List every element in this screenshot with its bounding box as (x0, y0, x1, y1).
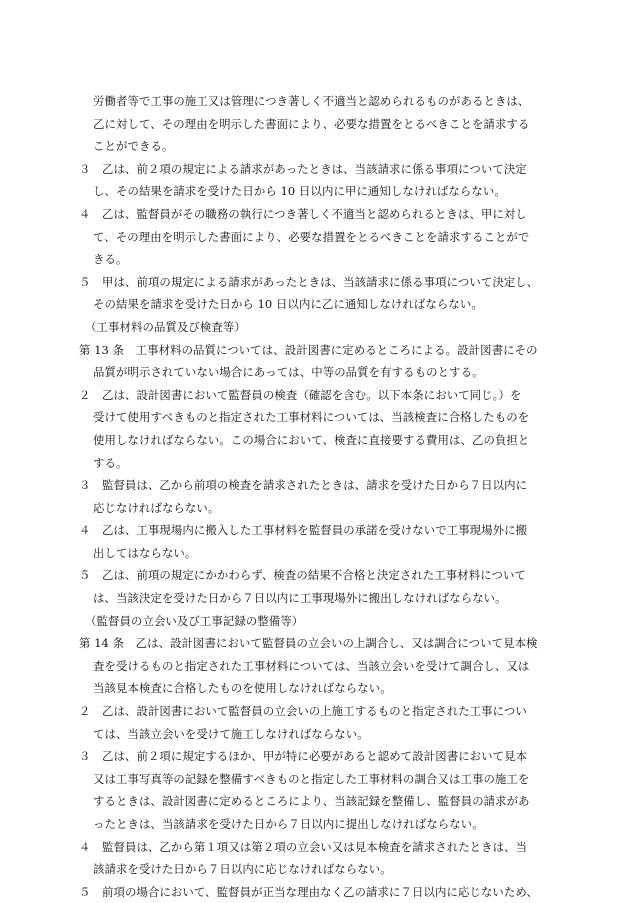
text-line: 第 13 条 工事材料の品質については、設計図書に定めるところによる。設計図書にその (79, 342, 538, 357)
text-line: するときは、設計図書に定めるところにより、当該記録を整備し、監督員の請求があ (93, 794, 530, 809)
text-line: し、その結果を請求を受けた日から 10 日以内に甲に通知しなければならない。 (93, 184, 506, 199)
text-line: て、その理由を明示した書面により、必要な措置をとるべきことを請求することがで (93, 229, 530, 244)
text-line: （工事材料の品質及び検査等） (85, 319, 246, 334)
text-line: 該請求を受けた日から７日以内に応じなければならない。 (93, 862, 392, 877)
text-line: 応じなければならない。 (93, 500, 220, 515)
text-line: 労働者等で工事の施工又は管理につき著しく不適当と認められるものがあるときは、 (93, 94, 530, 108)
text-line: ５ 乙は、前項の規定にかかわらず、検査の結果不合格と決定された工事材料について (79, 568, 526, 583)
text-line: ３ 監督員は、乙から前項の検査を請求されたときは、請求を受けた日から７日以内に (79, 478, 528, 493)
text-line: 又は工事写真等の記録を整備すべきものと指定した工事材料の調合又は工事の施工を (93, 771, 530, 786)
text-line: ったときは、当該請求を受けた日から７日以内に提出しなければならない。 (93, 817, 484, 831)
text-line: ２ 乙は、設計図書において監督員の立会いの上施工するものと指定された工事につい (79, 704, 527, 719)
text-line: 乙に対して、その理由を明示した書面により、必要な措置をとるべきことを請求する (93, 116, 530, 131)
text-line: 使用しなければならない。この場合において、検査に直接要する費用は、乙の負担と (93, 432, 530, 447)
text-line: ては、当該立会いを受けて施工しなければならない。 (93, 726, 369, 741)
text-line: 査を受けるものと指定された工事材料については、当該立会いを受けて調合し、又は (93, 658, 530, 673)
text-line: 出してはならない。 (93, 545, 197, 560)
text-line: ３ 乙は、前２項に規定するほか、甲が特に必要があると認めて設計図書において見本 (79, 749, 528, 764)
text-line: ４ 監督員は、乙から第１項又は第２項の立会い又は見本検査を請求されたときは、当 (79, 839, 528, 854)
text-line: ３ 乙は、前２項の規定による請求があったときは、当該請求に係る事項について決定 (79, 161, 527, 176)
text-line: 第 14 条 乙は、設計図書において監督員の立会いの上調合し、又は調合について見本検 (79, 636, 538, 651)
text-line: 受けて使用すべきものと指定された工事材料については、当該検査に合格したものを (93, 410, 530, 425)
text-line: その結果を請求を受けた日から 10 日以内に乙に通知しなければならない。 (93, 297, 483, 312)
text-line: ５ 甲は、前項の規定による請求があったときは、当該請求に係る事項について決定し、 (79, 274, 539, 289)
document-body (79, 90, 555, 903)
text-line: ４ 乙は、工事現場内に搬入した工事材料を監督員の承諾を受けないで工事現場外に搬 (79, 523, 528, 538)
text-line: ４ 乙は、監督員がその職務の執行につき著しく不適当と認められるときは、甲に対し (79, 206, 527, 221)
text-line: 品質が明示されていない場合にあっては、中等の品質を有するものとする。 (93, 365, 484, 380)
text-line: する。 (93, 455, 128, 470)
text-line: ２ 乙は、設計図書において監督員の検査（確認を含む。以下本条において同じ。）を (79, 387, 522, 402)
text-line: きる。 (93, 252, 128, 267)
text-line: は、当該決定を受けた日から７日以内に工事現場外に搬出しなければならない。 (93, 591, 507, 606)
text-line: ことができる。 (93, 139, 174, 154)
text-line: ５ 前項の場合において、監督員が正当な理由なく乙の請求に７日以内に応じないため、 (79, 884, 538, 899)
text-line: 当該見本検査に合格したものを使用しなければならない。 (93, 681, 392, 696)
text-line: （監督員の立会い及び工事記録の整備等） (85, 613, 304, 628)
